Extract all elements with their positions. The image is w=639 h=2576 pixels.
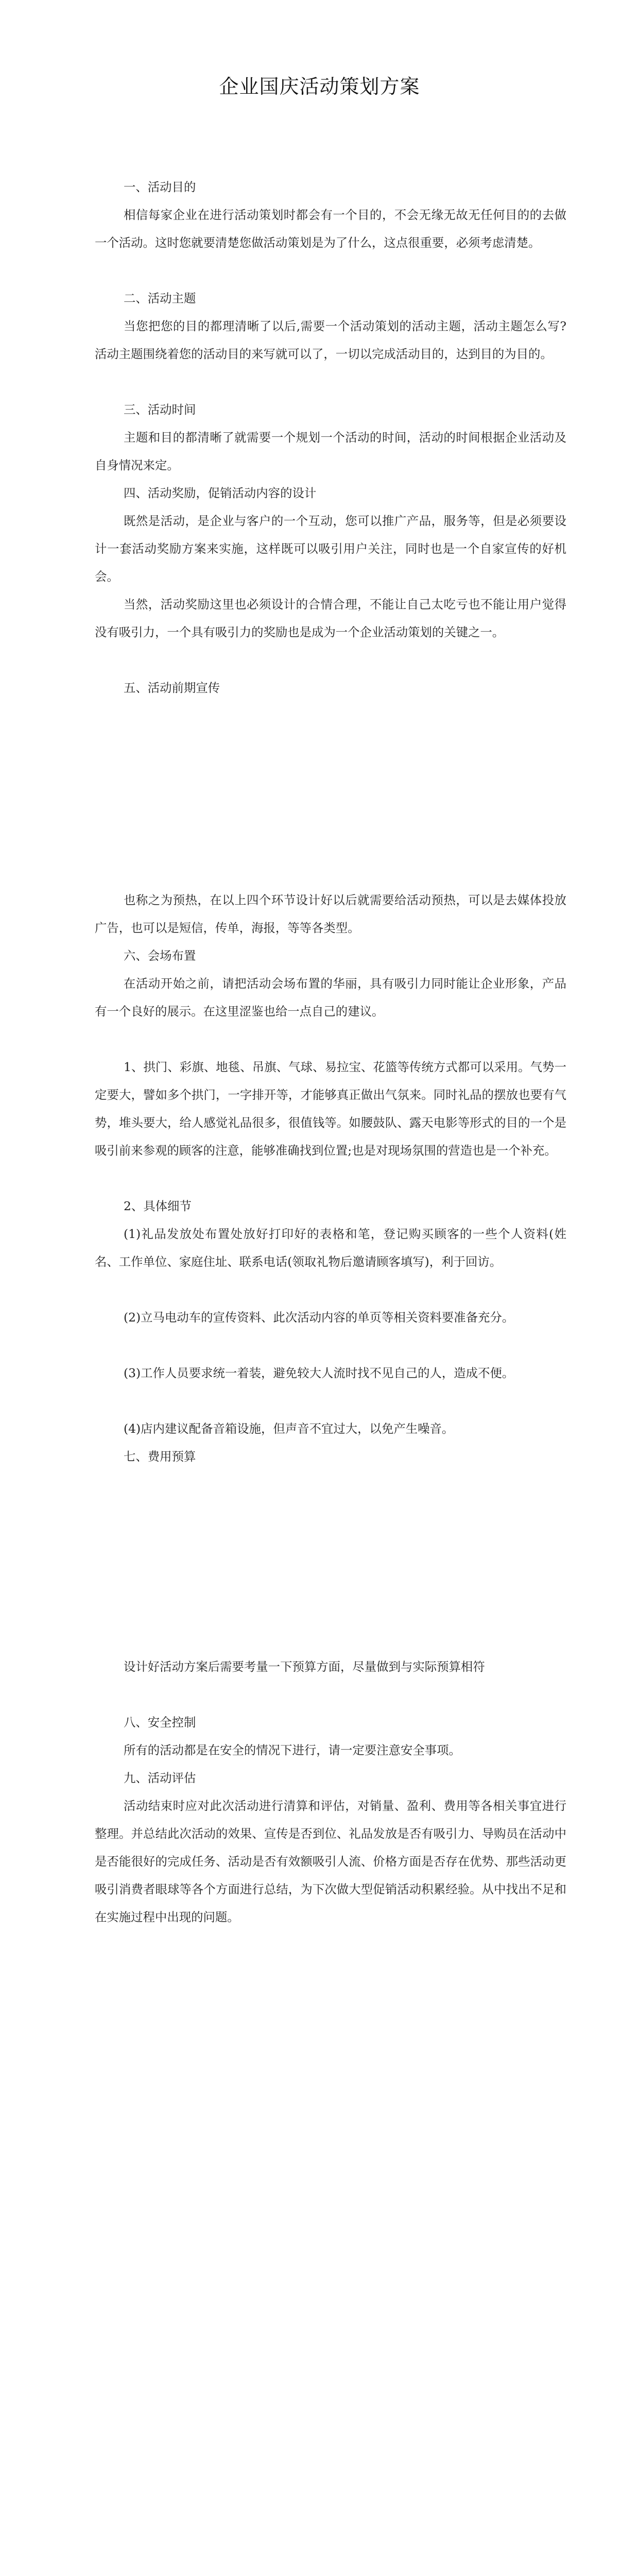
detail-item-1: (1)礼品发放处布置处放好打印好的表格和笔，登记购买顾客的一些个人资料(姓名、工作单位、家庭住址、联系电话(领取礼物后邀请顾客填写)，利于回访。 (95, 1227, 566, 1269)
paragraph-safety: 所有的活动都是在安全的情况下进行，请一定要注意安全事项。 (124, 1743, 461, 1757)
document-title: 企业国庆活动策划方案 (219, 75, 420, 98)
paragraph-promotion: 也称之为预热，在以上四个环节设计好以后就需要给活动预热，可以是去媒体投放广告，也可以是短信，传单，海报，等等各类型。 (95, 893, 566, 935)
paragraph-theme: 当您把您的目的都理清晰了以后,需要一个活动策划的活动主题，活动主题怎么写?活动主题围绕着您的活动目的来写就可以了，一切以完成活动目的，达到目的为目的。 (95, 319, 566, 361)
paragraph-budget: 设计好活动方案后需要考量一下预算方面，尽量做到与实际预算相符 (124, 1659, 485, 1674)
section-heading-venue: 六、会场布置 (124, 948, 196, 963)
paragraph-evaluation: 活动结束时应对此次活动进行清算和评估，对销量、盈利、费用等各相关事宜进行整理。并总结此次活动的效果、宣传是否到位、礼品发放是否有吸引力、导购员在活动中是否能很好的完成任务、活动是否有效额吸引人流、价格方面是否存在优势、那些活动更吸引消费者眼球等各个方面进行总结，为下次做大型促销活动积累经验。从中找出不足和在实施过程中出现的问题。 (95, 1799, 566, 1924)
detail-item-3: (3)工作人员要求统一着装，避免较大人流时找不见自己的人，造成不便。 (124, 1366, 514, 1380)
paragraph-purpose: 相信每家企业在进行活动策划时都会有一个目的，不会无缘无故无任何目的的去做一个活动。这时您就要清楚您做活动策划是为了什么，这点很重要，必须考虑清楚。 (95, 208, 566, 250)
paragraph-time: 主题和目的都清晰了就需要一个规划一个活动的时间，活动的时间根据企业活动及自身情况来定。 (95, 430, 566, 472)
section-heading-theme: 二、活动主题 (124, 291, 196, 306)
section-heading-evaluation: 九、活动评估 (124, 1771, 196, 1785)
section-heading-promotion: 五、活动前期宣传 (124, 681, 220, 695)
section-heading-rewards: 四、活动奖励，促销活动内容的设计 (124, 486, 317, 500)
paragraph-venue-traditional: 1、拱门、彩旗、地毯、吊旗、气球、易拉宝、花篮等传统方式都可以采用。气势一定要大，譬如多个拱门，一字排开等，才能够真正做出气氛来。同时礼品的摆放也要有气势，堆头要大，给人感觉礼品很多，很值钱等。如腰鼓队、露天电影等形式的目的一个是吸引前来参观的顾客的注意，能够准确找到位置;也是对现场氛围的营造也是一个补充。 (95, 1060, 566, 1158)
section-heading-purpose: 一、活动目的 (124, 180, 196, 194)
paragraph-rewards-2: 当然，活动奖励这里也必须设计的合情合理，不能让自己太吃亏也不能让用户觉得没有吸引力，一个具有吸引力的奖励也是成为一个企业活动策划的关键之一。 (95, 597, 566, 639)
detail-item-4: (4)店内建议配备音箱设施，但声音不宜过大，以免产生噪音。 (124, 1421, 454, 1436)
detail-item-2: (2)立马电动车的宣传资料、此次活动内容的单页等相关资料要准备充分。 (124, 1310, 514, 1325)
subheading-details: 2、具体细节 (124, 1199, 192, 1213)
paragraph-venue: 在活动开始之前，请把活动会场布置的华丽，具有吸引力同时能让企业形象，产品有一个良好的展示。在这里涩鉴也给一点自己的建议。 (95, 976, 566, 1019)
paragraph-rewards-1: 既然是活动，是企业与客户的一个互动，您可以推广产品，服务等，但是必须要设计一套活动奖励方案来实施，这样既可以吸引用户关注，同时也是一个自家宣传的好机会。 (95, 514, 566, 584)
section-heading-budget: 七、费用预算 (124, 1449, 196, 1464)
section-heading-safety: 八、安全控制 (124, 1715, 196, 1730)
section-heading-time: 三、活动时间 (124, 402, 196, 417)
